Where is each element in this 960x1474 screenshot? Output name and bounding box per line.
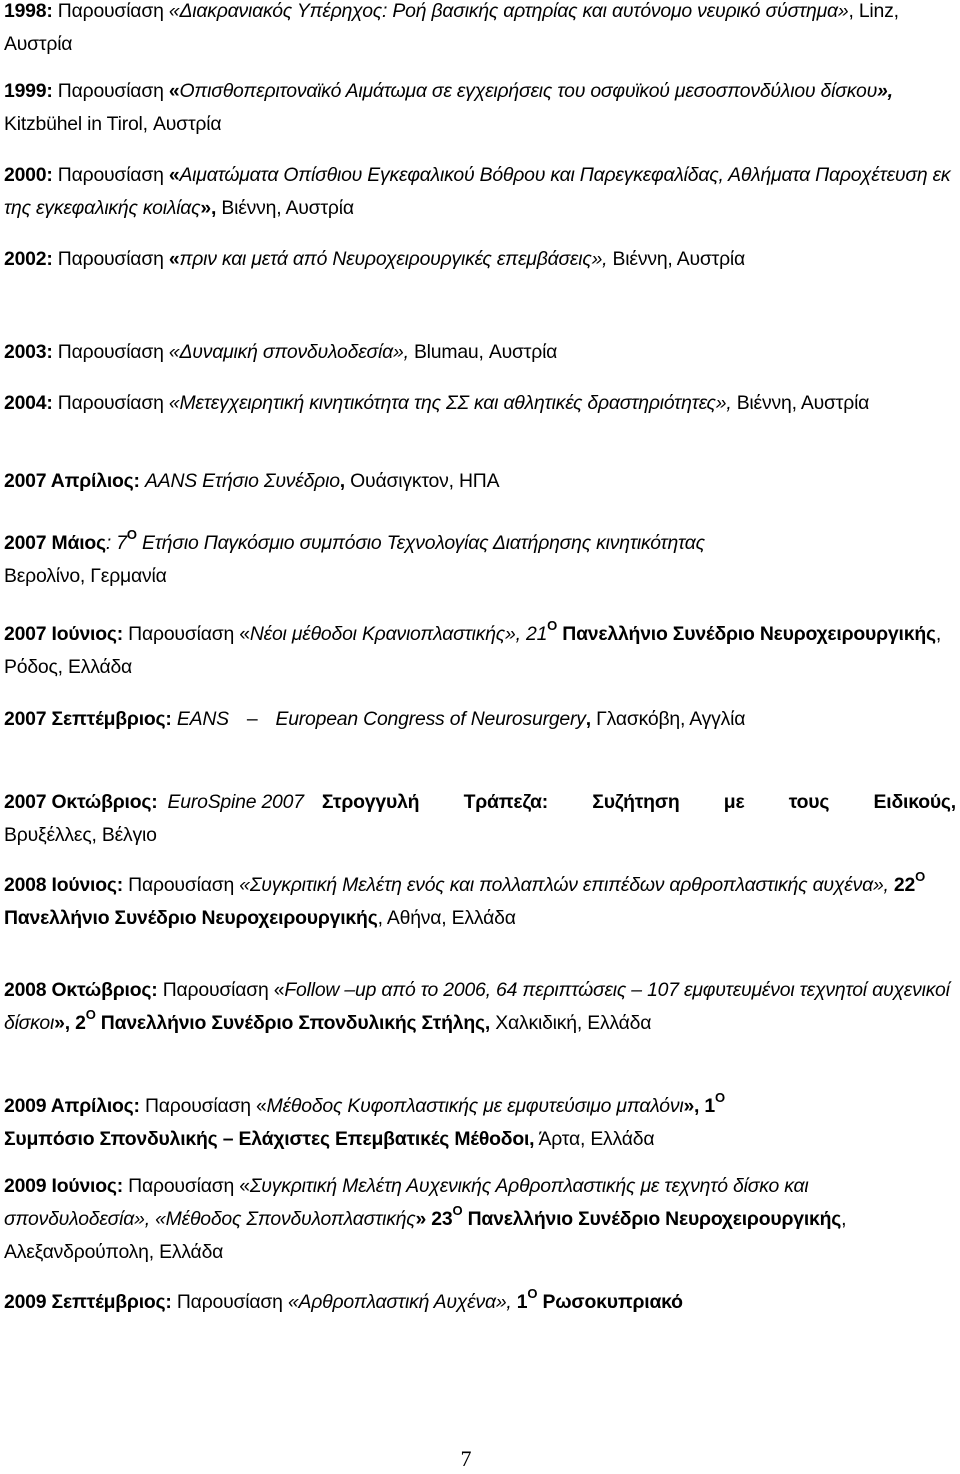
entry-2007-october: 2007 Οκτώβριος: EuroSpine 2007 Στρογγυλή Τράπεζα: Συζήτηση με τους Ειδικούς, Βρυξέλλες, Βέλγιο bbox=[4, 791, 956, 846]
entry-2008-october: 2008 Οκτώβριος: Παρουσίαση «Follow –up από το 2006, 64 περιπτώσεις – 107 εμφυτευμένοι τεχνητοί αυχενικοί δίσκοι», $2^O$ Πανελλήνιο Συνέδριο Σπονδυλικής Στήλης, Χαλκιδική, Ελλάδα bbox=[4, 979, 950, 1034]
entry-2003: 2003: Παρουσίαση «Δυναμική σπονδυλοδεσία», Blumau, Αυστρία bbox=[4, 341, 558, 363]
entry-2007-june: 2007 Ιούνιος: Παρουσίαση «Νέοι μέθοδοι Κρανιοπλαστικής», $21^O$ Πανελλήνιο Συνέδριο Νευροχειρουργικής, Ρόδος, Ελλάδα bbox=[4, 618, 942, 678]
entry-2009-september: 2009 Σεπτέμβριος: Παρουσίαση «Αρθροπλαστική Αυχένα», $1^O$ Ρωσοκυπριακό bbox=[4, 1286, 683, 1313]
entry-2009-april: 2009 Απρίλιος: Παρουσίαση «Μέθοδος Κυφοπλαστικής με εμφυτεύσιμο μπαλόνι», $1^O$ Συμπόσιο Σπονδυλικής – Ελάχιστες Επεμβατικές Μέθοδοι, Άρτα, Ελλάδα bbox=[4, 1090, 725, 1150]
entry-2007-september: 2007 Σεπτέμβριος: EANS – European Congress of Neurosurgery, Γλασκόβη, Αγγλία bbox=[4, 708, 746, 730]
entry-2007-april: 2007 Απρίλιος: AANS Ετήσιο Συνέδριο, Ουάσιγκτον, ΗΠΑ bbox=[4, 470, 500, 492]
entry-1998: 1998: Παρουσίαση «Διακρανιακός Υπέρηχος: Ροή βασικής αρτηρίας και αυτόνομο νευρικό σύστημα», Linz, Αυστρία bbox=[4, 0, 899, 55]
entry-2009-june: 2009 Ιούνιος: Παρουσίαση «Συγκριτική Μελέτη Αυχενικής Αρθροπλαστικής με τεχνητό δίσκο και σπονδυλοδεσία», «Μέθοδος Σπονδυλοπλαστικής» $23^O$ Πανελλήνιο Συνέδριο Νευροχειρουργικής, Αλεξανδρούπολη, Ελλάδα bbox=[4, 1175, 847, 1263]
entry-1999: 1999: Παρουσίαση «Οπισθοπεριτοναϊκό Αιμάτωμα σε εγχειρήσεις του οσφυϊκού μεσοσπονδύλιου δίσκου», Kitzbühel in Tirol, Αυστρία bbox=[4, 80, 893, 135]
entry-2002: 2002: Παρουσίαση «πριν και μετά από Νευροχειρουργικές επεμβάσεις», Βιέννη, Αυστρία bbox=[4, 248, 746, 270]
entry-2008-june: 2008 Ιούνιος: Παρουσίαση «Συγκριτική Μελέτη ενός και πολλαπλών επιπέδων αρθροπλαστικής αυχένα», $22^O$ Πανελλήνιο Συνέδριο Νευροχειρουργικής, Αθήνα, Ελλάδα bbox=[4, 869, 925, 929]
entry-2004: 2004: Παρουσίαση «Μετεγχειρητική κινητικότητα της ΣΣ και αθλητικές δραστηριότητες», Βιέννη, Αυστρία bbox=[4, 392, 870, 414]
page-number: 7 bbox=[460, 1446, 472, 1471]
entry-2007-may: 2007 Μάιος: $7^O$ Ετήσιο Παγκόσμιο συμπόσιο Τεχνολογίας Διατήρησης κινητικότητας Βερολίνο, Γερμανία bbox=[4, 527, 705, 587]
entry-2000: 2000: Παρουσίαση «Αιματώματα Οπίσθιου Εγκεφαλικού Βόθρου και Παρεγκεφαλίδας, Αθλήματα Παροχέτευση εκ της εγκεφαλικής κοιλίας», Βιέννη, Αυστρία bbox=[4, 164, 951, 219]
